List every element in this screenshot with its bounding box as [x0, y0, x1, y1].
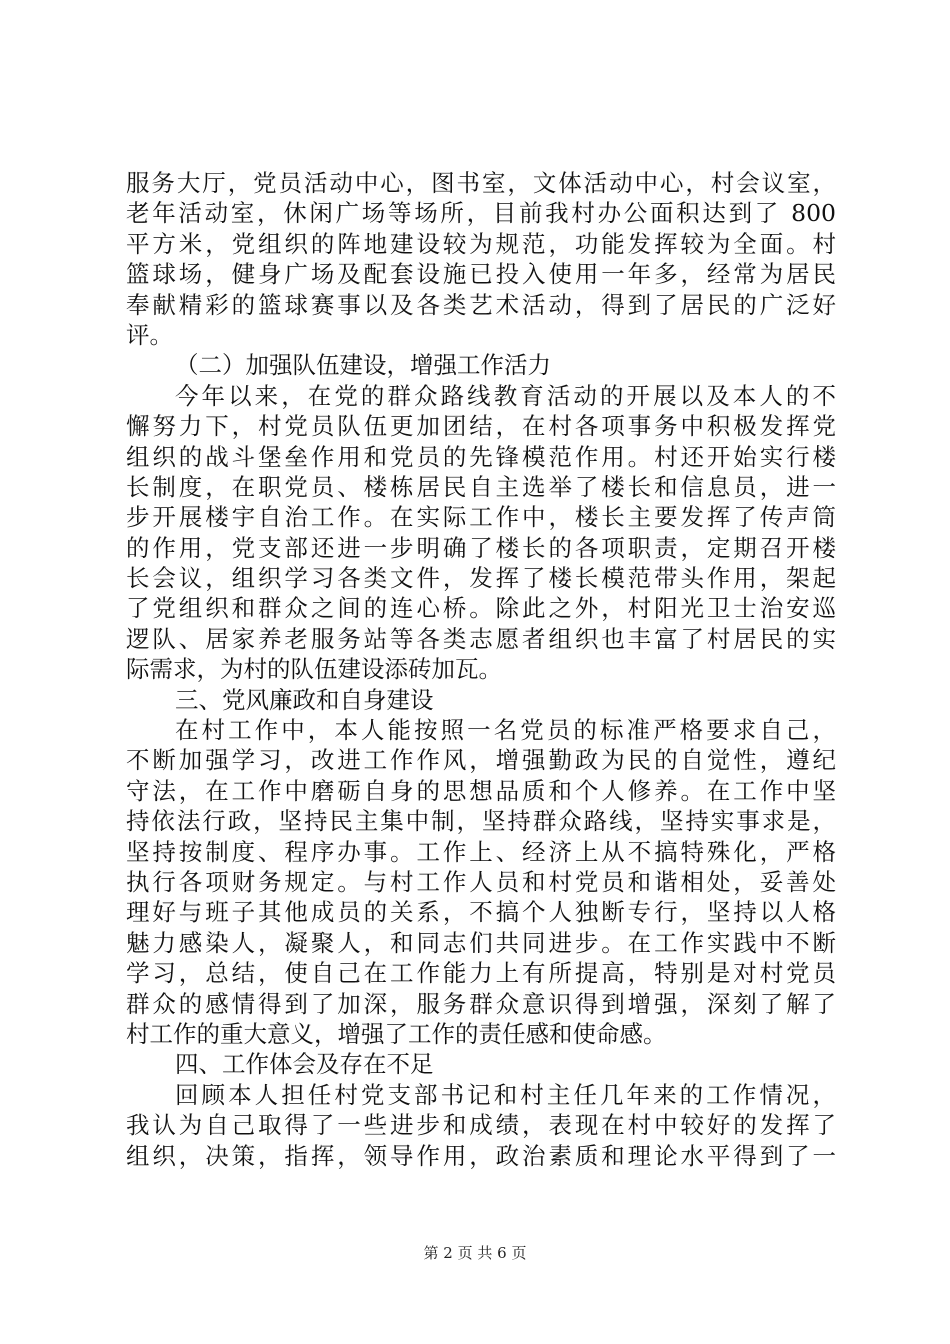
- text-line: 坚持按制度、程序办事。工作上、经济上从不搞特殊化，严格: [126, 837, 836, 866]
- text-line: 守法，在工作中磨砺自身的思想品质和个人修养。在工作中坚: [126, 776, 836, 805]
- text-line: 平方米，党组织的阵地建设较为规范，功能发挥较为全面。村: [126, 229, 836, 258]
- text-line: 在村工作中，本人能按照一名党员的标准严格要求自己，: [175, 716, 836, 745]
- text-line: 的作用，党支部还进一步明确了楼长的各项职责，定期召开楼: [126, 533, 836, 562]
- text-line: 组织的战斗堡垒作用和党员的先锋模范作用。村还开始实行楼: [126, 442, 836, 471]
- section-heading: （二）加强队伍建设，增强工作活力: [175, 351, 551, 380]
- text-line: 群众的感情得到了加深，服务群众意识得到增强，深刻了解了: [126, 989, 836, 1018]
- text-line: 逻队、居家养老服务站等各类志愿者组织也丰富了村居民的实: [126, 624, 836, 653]
- text-line: 长会议，组织学习各类文件，发挥了楼长模范带头作用，架起: [126, 564, 836, 593]
- text-line: 懈努力下，村党员队伍更加团结，在村各项事务中积极发挥党: [126, 412, 836, 441]
- text-line: 步开展楼宇自治工作。在实际工作中，楼长主要发挥了传声筒: [126, 503, 836, 532]
- section-heading: 三、党风廉政和自身建设: [175, 685, 434, 714]
- text-line: 村工作的重大意义，增强了工作的责任感和使命感。: [126, 1019, 667, 1048]
- text-line: 奉献精彩的篮球赛事以及各类艺术活动，得到了居民的广泛好: [126, 290, 836, 319]
- text-line: 执行各项财务规定。与村工作人员和村党员和谐相处，妥善处: [126, 867, 836, 896]
- page-number-footer: 第 2 页 共 6 页: [423, 1244, 527, 1262]
- text-line: 回顾本人担任村党支部书记和村主任几年来的工作情况，: [175, 1080, 836, 1109]
- text-line: 服务大厅，党员活动中心，图书室，文体活动中心，村会议室，: [126, 169, 836, 197]
- section-heading: 四、工作体会及存在不足: [175, 1050, 434, 1079]
- text-line: 际需求，为村的队伍建设添砖加瓦。: [126, 655, 502, 684]
- text-line: 今年以来，在党的群众路线教育活动的开展以及本人的不: [175, 381, 836, 410]
- text-line: 评。: [126, 320, 173, 349]
- text-line: 篮球场，健身广场及配套设施已投入使用一年多，经常为居民: [126, 260, 836, 289]
- text-line: 老年活动室，休闲广场等场所，目前我村办公面积达到了 800: [126, 199, 836, 228]
- text-line: 组织，决策，指挥，领导作用，政治素质和理论水平得到了一: [126, 1141, 836, 1170]
- text-line: 理好与班子其他成员的关系，不搞个人独断专行，坚持以人格: [126, 898, 836, 927]
- text-line: 不断加强学习，改进工作作风，增强勤政为民的自觉性，遵纪: [126, 746, 836, 775]
- text-line: 我认为自己取得了一些进步和成绩，表现在村中较好的发挥了: [126, 1111, 836, 1140]
- text-line: 了党组织和群众之间的连心桥。除此之外，村阳光卫士治安巡: [126, 594, 836, 623]
- text-line: 持依法行政，坚持民主集中制，坚持群众路线，坚持实事求是，: [126, 807, 836, 836]
- text-line: 学习，总结，使自己在工作能力上有所提高，特别是对村党员: [126, 959, 836, 988]
- text-line: 长制度，在职党员、楼栋居民自主选举了楼长和信息员，进一: [126, 472, 836, 501]
- text-line: 魅力感染人，凝聚人，和同志们共同进步。在工作实践中不断: [126, 928, 836, 957]
- document-body: [126, 168, 836, 1171]
